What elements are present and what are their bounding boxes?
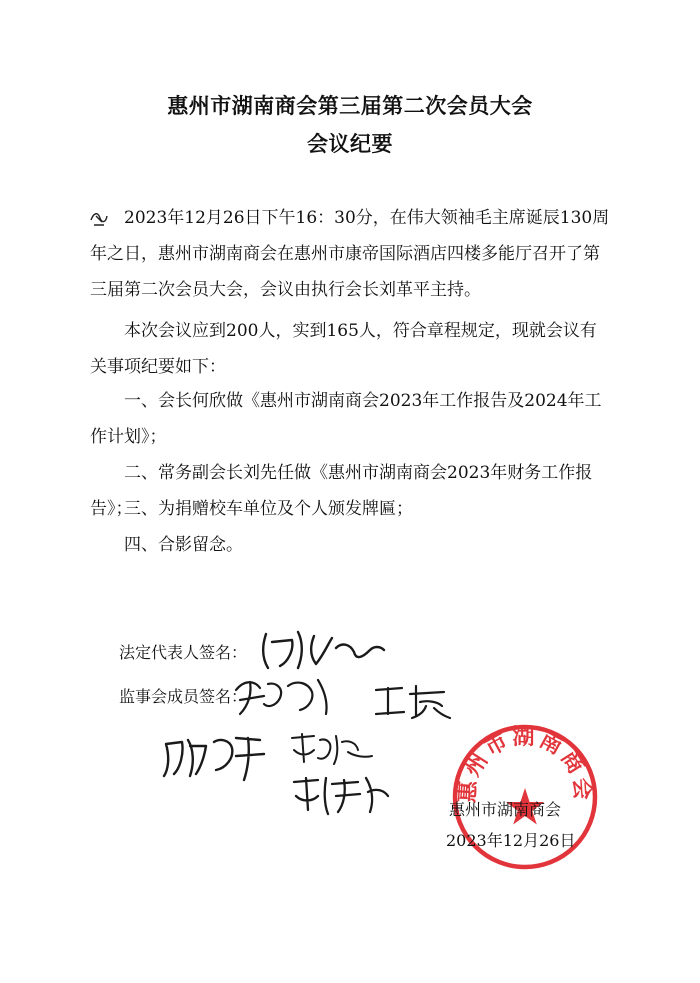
- legal-representative-label: 法定代表人签名：: [119, 643, 248, 662]
- supervisor-signature: [286, 728, 378, 768]
- supervisor-signature: [368, 676, 458, 722]
- supervisors-label: 监事会成员签名：: [119, 687, 248, 706]
- supervisor-signature: [160, 728, 270, 782]
- document-subtitle: 会议纪要: [307, 132, 393, 156]
- supervisor-signature: [288, 770, 392, 818]
- agenda-item: 三、为捐赠校车单位及个人颁发牌匾；: [124, 499, 413, 519]
- agenda-item: 四、合影留念。: [124, 535, 243, 555]
- legal-representative-signature: [258, 624, 388, 674]
- paragraph-meeting-info: 2023年12月26日下午16：30分，在伟大领袖毛主席诞辰130周年之日，惠州市湖南商会在惠州市康帝国际酒店四楼多能厅召开了第三届第二次会员大会，会议由执行会长刘革平主持。: [90, 208, 610, 300]
- supervisor-signature: [230, 670, 350, 720]
- paragraph-attendance: 本次会议应到200人，实到165人，符合章程规定，现就会议有关事项纪要如下：: [90, 321, 597, 377]
- seal-text: 惠州市湖南商会: [455, 725, 595, 804]
- agenda-item: 一、会长何欣做《惠州市湖南商会2023年工作报告及2024年工作计划》；: [90, 391, 602, 447]
- issue-date: 2023年12月26日: [446, 831, 576, 850]
- agenda-item: 二、常务副会长刘先任做《惠州市湖南商会2023年财务工作报告》；: [90, 463, 593, 519]
- issuing-organization: 惠州市湖南商会: [449, 800, 562, 819]
- document-title: 惠州市湖南商会第三届第二次会员大会: [167, 94, 533, 118]
